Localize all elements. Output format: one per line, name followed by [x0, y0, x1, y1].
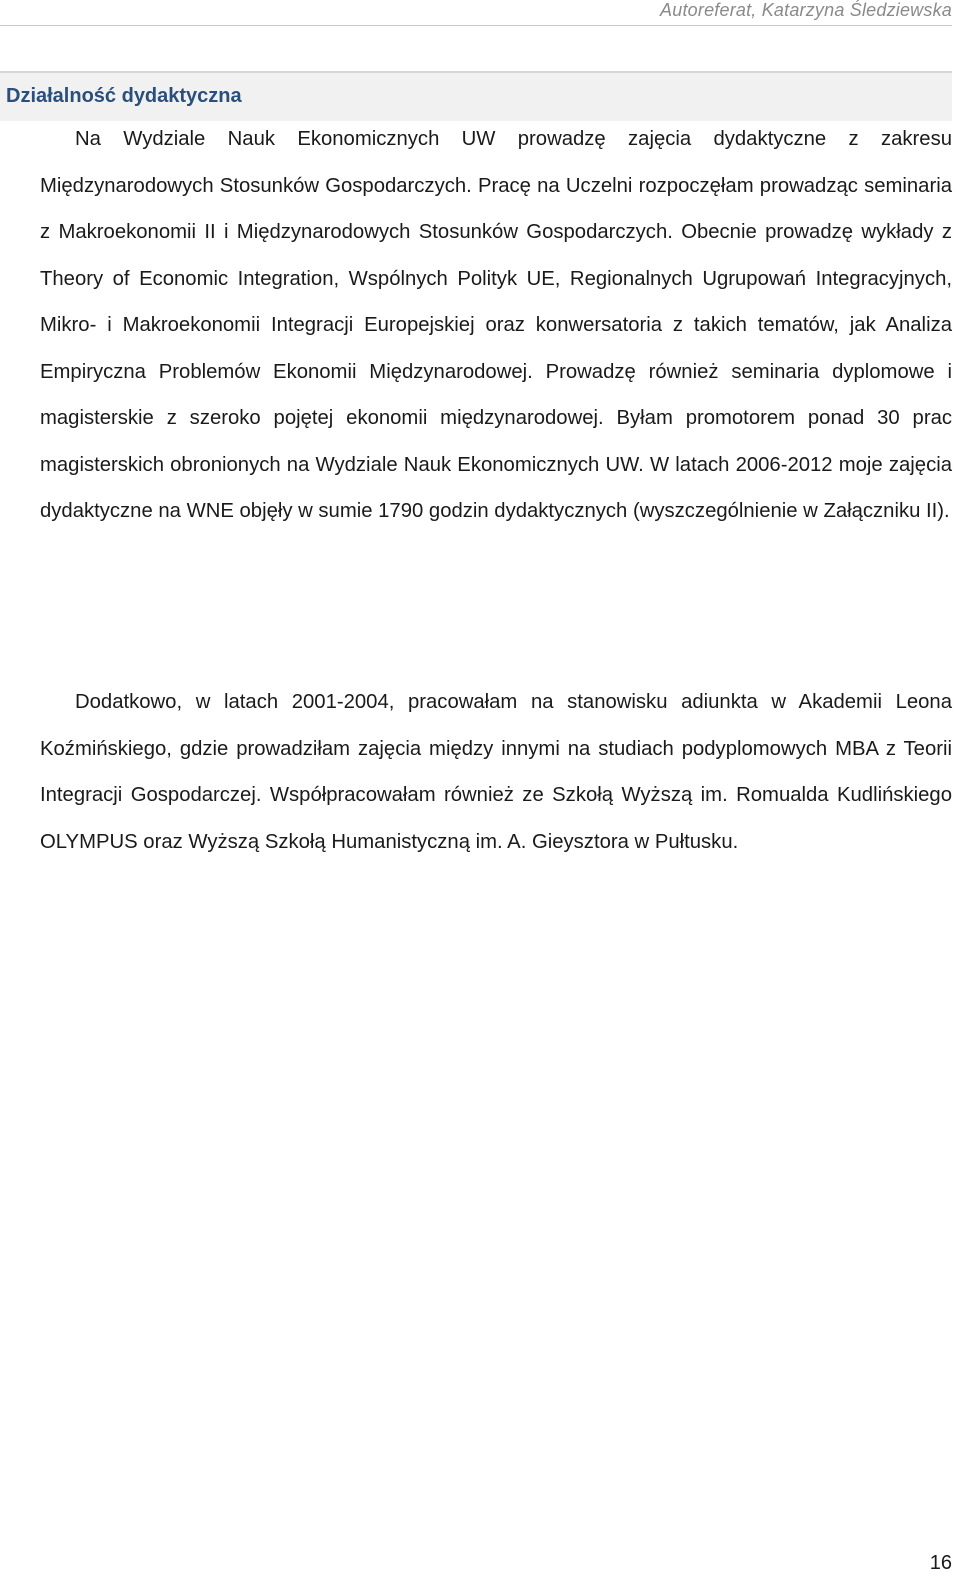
body-paragraph-teaching: Na Wydziale Nauk Ekonomicznych UW prowadzę zajęcia dydaktyczne z zakresu Międzynarodowych Stosunków Gospodarczych. Pracę na Uczelni rozpoczęłam prowadząc seminaria z Makroekonomii II i Międzynarodowych Stosunków Gospodarczych. Obecnie prowadzę wykłady z Theory of Economic Integration, Wspólnych Polityk UE, Regionalnych Ugrupowań Integracyjnych, Mikro- i Makroekonomii Integracji Europejskiej oraz konwersatoria z takich tematów, jak Analiza Empiryczna Problemów Ekonomii Międzynarodowej. Prowadzę również seminaria dyplomowe i magisterskie z szeroko pojętej ekonomii międzynarodowej. Byłam promotorem ponad 30 prac magisterskich obronionych na Wydziale Nauk Ekonomicznych UW. W latach 2006-2012 moje zajęcia dydaktyczne na WNE objęły w sumie 1790 godzin dydaktycznych (wyszczególnienie w Załączniku II). — [40, 128, 952, 522]
section-heading-band — [0, 71, 952, 121]
section-title: Działalność dydaktyczna — [6, 85, 242, 107]
header-divider — [0, 25, 952, 26]
running-header: Autoreferat, Katarzyna Śledziewska — [660, 0, 952, 20]
body-paragraph-additional: Dodatkowo, w latach 2001-2004, pracowałam na stanowisku adiunkta w Akademii Leona Koźmińskiego, gdzie prowadziłam zajęcia między innymi na studiach podyplomowych MBA z Teorii Integracji Gospodarczej. Współpracowałam również ze Szkołą Wyższą im. Romualda Kudlińskiego OLYMPUS oraz Wyższą Szkołą Humanistyczną im. A. Gieysztora w Pułtusku. — [40, 691, 952, 853]
page-number: 16 — [929, 1552, 952, 1574]
